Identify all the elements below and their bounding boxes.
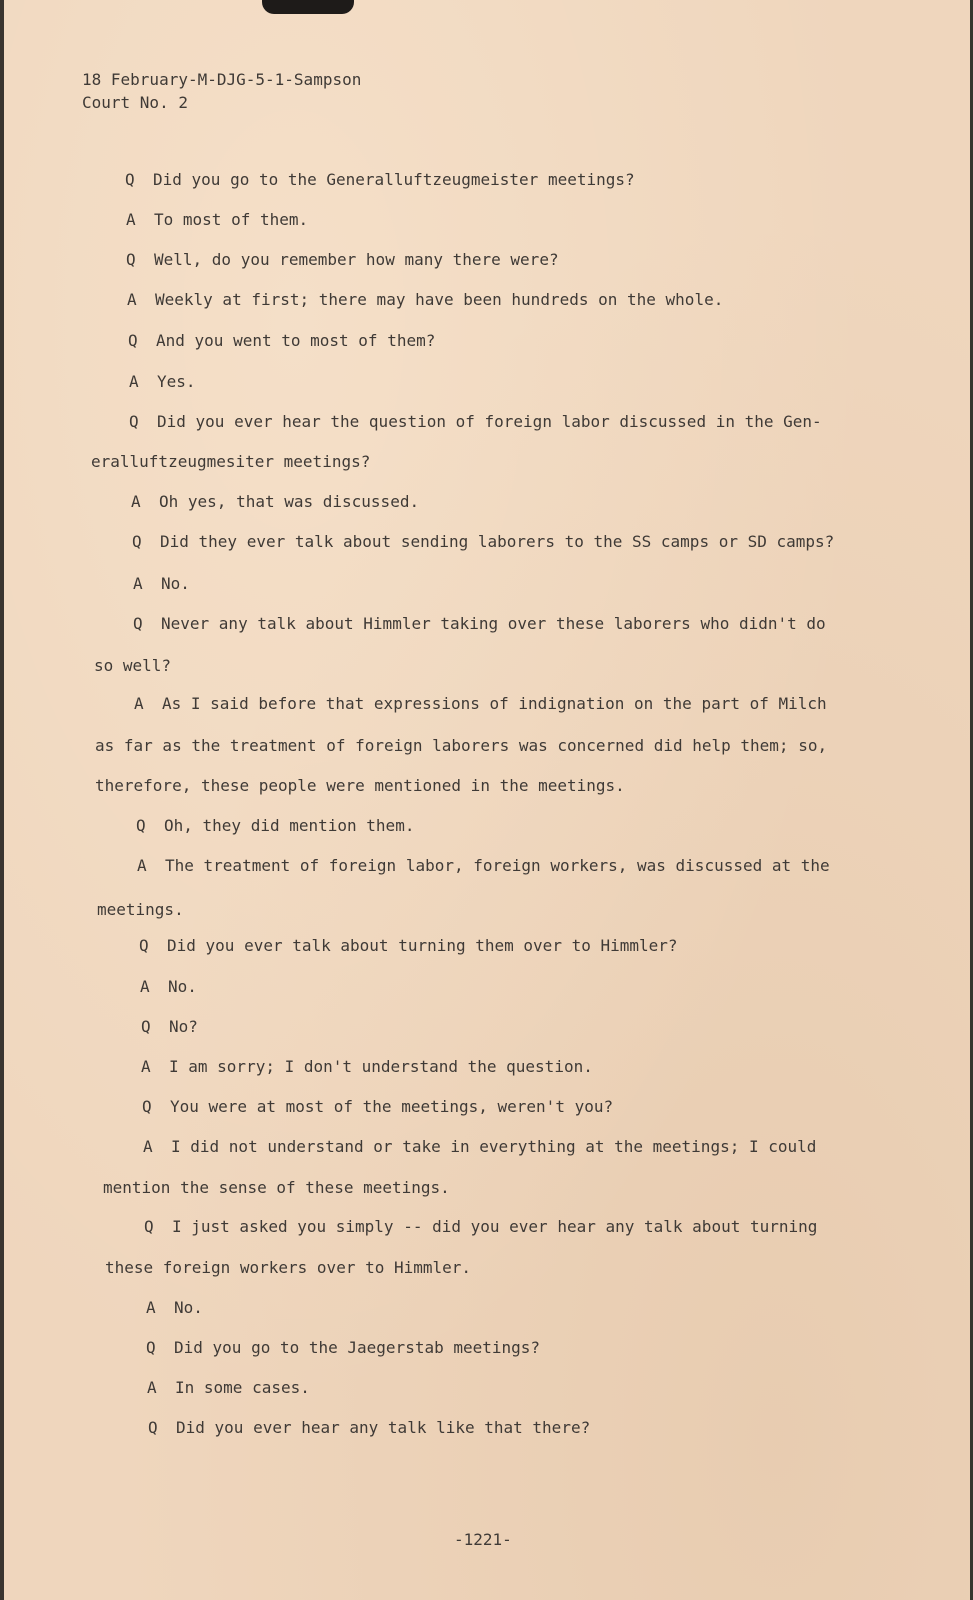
speaker-marker: Q [148,1418,158,1437]
line-text: Did you ever hear any talk like that there? [176,1418,591,1437]
speaker-marker: A [140,977,150,996]
transcript-line [126,210,308,230]
page-number: -1221- [454,1530,512,1549]
transcript-line [131,492,419,512]
line-text: Did you ever talk about turning them over to Himmler? [167,936,678,955]
speaker-marker: A [133,574,143,593]
line-text: No? [169,1017,198,1036]
speaker-marker: A [131,492,141,511]
speaker-marker: Q [142,1097,152,1116]
speaker-marker: A [141,1057,151,1076]
line-text: The treatment of foreign labor, foreign workers, was discussed at the [165,856,830,875]
transcript-line [127,290,723,310]
transcript-line [103,1178,450,1198]
transcript-line [144,1217,817,1237]
line-text: Yes. [157,372,196,391]
speaker-marker: Q [128,331,138,350]
transcript-line [133,614,826,634]
speaker-marker: Q [129,412,139,431]
transcript-line [141,1057,593,1077]
transcript-line [142,1097,613,1117]
transcript-line [133,574,190,594]
line-text: Did you ever hear the question of foreign labor discussed in the Gen- [157,412,822,431]
transcript-line [137,856,830,876]
line-text: No. [174,1298,203,1317]
transcript-line [134,694,827,714]
transcript-line [148,1418,590,1438]
speaker-marker: Q [136,816,146,835]
speaker-marker: Q [146,1338,156,1357]
speaker-marker: A [146,1298,156,1317]
line-text: therefore, these people were mentioned in the meetings. [95,776,625,795]
line-text: No. [168,977,197,996]
speaker-marker: Q [144,1217,154,1236]
line-text: Never any talk about Himmler taking over these laborers who didn't do [161,614,826,633]
speaker-marker: Q [139,936,149,955]
line-text: To most of them. [154,210,309,229]
document-page [4,0,970,1600]
line-text: Did you go to the Jaegerstab meetings? [174,1338,541,1357]
transcript-line [141,1017,198,1037]
transcript-line [146,1338,540,1358]
transcript-line [139,936,678,956]
line-text: And you went to most of them? [156,331,436,350]
speaker-marker: Q [126,250,136,269]
transcript-line [97,900,184,920]
line-text: Well, do you remember how many there were? [154,250,559,269]
line-text: mention the sense of these meetings. [103,1178,450,1197]
speaker-marker: A [129,372,139,391]
line-text: so well? [94,656,172,675]
line-text: As I said before that expressions of indignation on the part of Milch [162,694,827,713]
transcript-line [126,250,559,270]
line-text: In some cases. [175,1378,310,1397]
speaker-marker: A [147,1378,157,1397]
transcript-line [140,977,197,997]
line-text: No. [161,574,190,593]
speaker-marker: A [134,694,144,713]
line-text: Did you go to the Generalluftzeugmeister meetings? [153,170,635,189]
header-line-1: 18 February-M-DJG-5-1-Sampson [82,70,362,89]
speaker-marker: Q [133,614,143,633]
line-text: I am sorry; I don't understand the question. [169,1057,593,1076]
transcript-line [147,1378,310,1398]
speaker-marker: Q [125,170,135,189]
speaker-marker: Q [132,532,142,551]
transcript-line [129,412,822,432]
line-text: Oh, they did mention them. [164,816,415,835]
line-text: these foreign workers over to Himmler. [105,1258,472,1277]
transcript-line [94,656,171,676]
transcript-line [105,1258,471,1278]
line-text: I did not understand or take in everything at the meetings; I could [171,1137,817,1156]
transcript-line [146,1298,203,1318]
speaker-marker: A [137,856,147,875]
binding-mark [262,0,354,14]
line-text: Weekly at first; there may have been hundreds on the whole. [155,290,724,309]
transcript-line [91,452,370,472]
transcript-line [128,331,435,351]
transcript-line [129,372,196,392]
line-text: Did they ever talk about sending laborers to the SS camps or SD camps? [160,532,835,551]
speaker-marker: A [127,290,137,309]
document-header [82,68,361,114]
header-line-2: Court No. 2 [82,93,188,112]
line-text: eralluftzeugmesiter meetings? [91,452,371,471]
line-text: meetings. [97,900,184,919]
transcript-line [136,816,414,836]
line-text: as far as the treatment of foreign laborers was concerned did help them; so, [95,736,828,755]
speaker-marker: A [143,1137,153,1156]
transcript-line [125,170,635,190]
transcript-line [95,736,827,756]
transcript-line [132,532,834,552]
line-text: I just asked you simply -- did you ever hear any talk about turning [172,1217,818,1236]
speaker-marker: Q [141,1017,151,1036]
transcript-line [143,1137,816,1157]
transcript-line [95,776,625,796]
line-text: Oh yes, that was discussed. [159,492,420,511]
line-text: You were at most of the meetings, weren't you? [170,1097,614,1116]
speaker-marker: A [126,210,136,229]
